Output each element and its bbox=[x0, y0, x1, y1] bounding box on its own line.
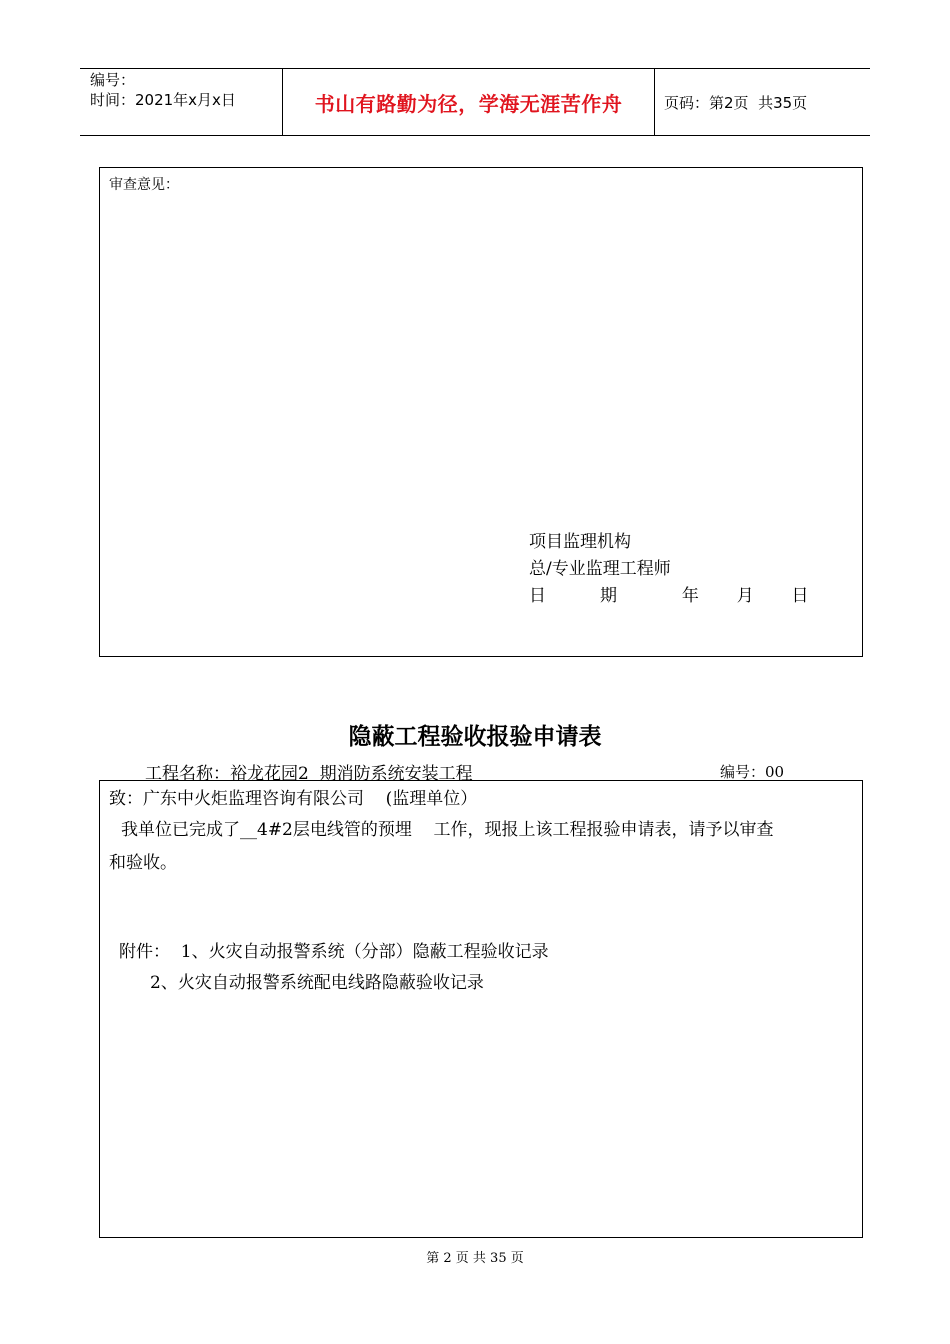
header-bottom-rule bbox=[80, 135, 870, 136]
header-meta bbox=[90, 70, 236, 110]
review-date: 日 期 年 月 日 bbox=[529, 586, 809, 606]
body-line-2: 和验收。 bbox=[109, 853, 177, 873]
addressee: 致：广东中火炬监理咨询有限公司 (监理单位） bbox=[109, 789, 478, 809]
review-label: 审查意见： bbox=[109, 177, 179, 193]
header-top-rule bbox=[80, 68, 870, 69]
body-line-1: 我单位已完成了__4#2层电线管的预埋 工作，现报上该工程报验申请表，请予以审查 bbox=[121, 820, 774, 840]
review-org: 项目监理机构 bbox=[529, 532, 631, 552]
attachment-1: 附件： 1、火灾自动报警系统（分部）隐蔽工程验收记录 bbox=[119, 942, 549, 962]
application-box bbox=[99, 780, 863, 1238]
header-number-label: 编号： bbox=[90, 71, 136, 89]
header-motto: 书山有路勤为径，学海无涯苦作舟 bbox=[314, 92, 623, 116]
header-divider-right bbox=[654, 68, 655, 136]
form-number: 编号：00 bbox=[720, 763, 785, 781]
review-engineer: 总/专业监理工程师 bbox=[529, 559, 671, 579]
attachment-2: 2、火灾自动报警系统配电线路隐蔽验收记录 bbox=[150, 973, 484, 993]
header-time-label: 时间：2021年x月x日 bbox=[90, 91, 236, 109]
project-name: 工程名称：裕龙花园2 期消防系统安装工程 bbox=[145, 764, 473, 784]
page-footer: 第 2 页 共 35 页 bbox=[426, 1251, 524, 1266]
header-page-info: 页码：第2页 共35页 bbox=[664, 94, 808, 112]
form-title: 隐蔽工程验收报验申请表 bbox=[348, 724, 602, 750]
